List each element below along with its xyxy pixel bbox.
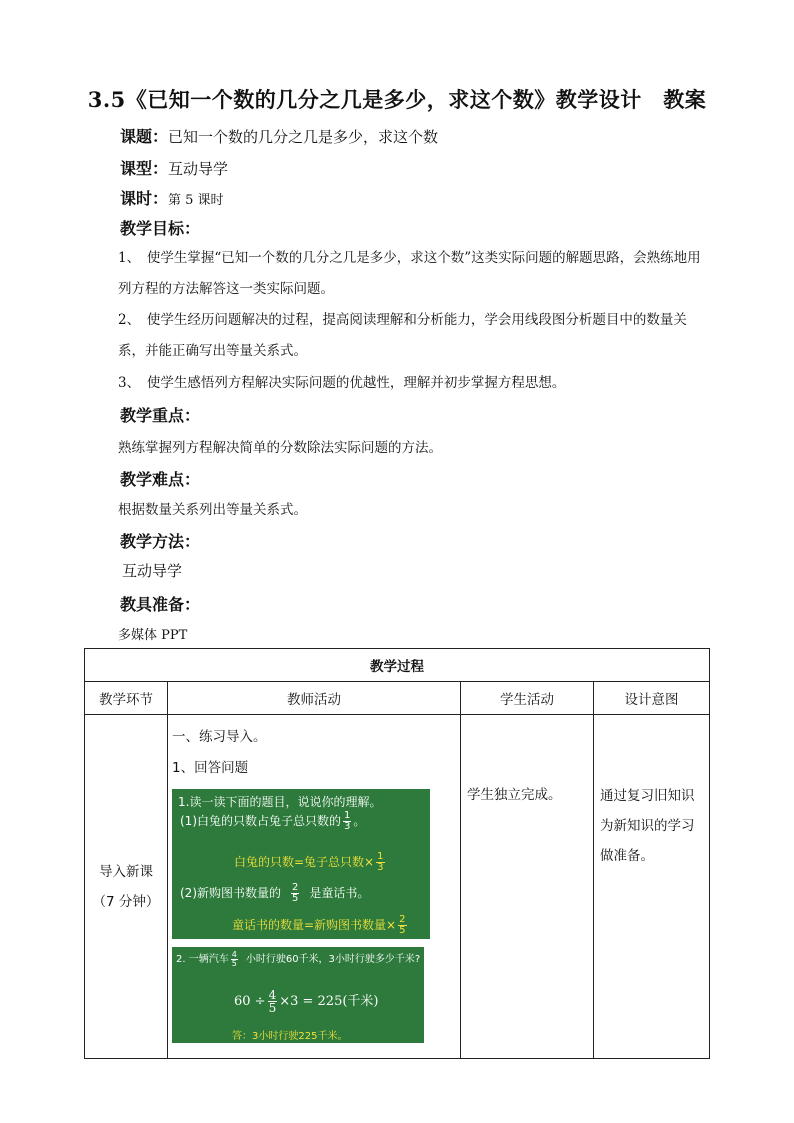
slide2-calculation: 60 ÷ $\frac{4}{5}$ ×3 = 225(千米) (234, 988, 379, 1015)
hours-line (120, 186, 224, 209)
hours-value: 第 5 课时 (168, 193, 224, 208)
difficulty-heading: 教学难点： (120, 470, 201, 489)
teacher-line: 一、练习导入。 (172, 729, 267, 745)
col-header: 教学环节 (85, 682, 168, 715)
ppt-slide-2 (172, 947, 424, 1043)
objective-item: 2、 使学生经历问题解决的过程，提高阅读理解和分析能力，学会用线段图分析题目中的数量关系，并能正确写出等量关系式。 (118, 312, 687, 359)
slide1-q2: (2)新购图书数量的 $\frac{2}{5}$ 是童话书。 (180, 882, 370, 904)
col-header: 学生活动 (461, 682, 594, 715)
key-point-heading: 教学重点： (120, 406, 201, 425)
slide1-eq2: 童话书的数量=新购图书数量× $\frac{2}{5}$ (232, 914, 406, 936)
intent-cell (594, 715, 710, 1059)
teaching-process-table (84, 648, 710, 1059)
fraction: $\frac{4}{5}$ (231, 949, 237, 968)
slide1-q1: (1)白兔的只数占兔子总只数的 $\frac{1}{3}$ 。 (180, 810, 366, 832)
slide2-question: 2. 一辆汽车 $\frac{4}{5}$ 小时行驶60千米，3小时行驶多少千米? (176, 949, 421, 968)
stage-cell (85, 715, 168, 1059)
method-heading: 教学方法： (120, 532, 201, 551)
teacher-line: 1、回答问题 (172, 760, 249, 776)
col-header: 教师活动 (168, 682, 461, 715)
document-title: 3.5《已知一个数的几分之几是多少，求这个数》教学设计 教案 (87, 87, 707, 112)
table-title: 教学过程 (85, 649, 710, 682)
objective-item: 3、 使学生感悟列方程解决实际问题的优越性，理解并初步掌握方程思想。 (118, 375, 566, 391)
topic-line (120, 124, 438, 147)
design-intent: 通过复习旧知识为新知识的学习做准备。 (600, 788, 695, 864)
objectives-heading: 教学目标： (120, 219, 201, 238)
slide1-eq1: 白兔的只数=兔子总只数× $\frac{1}{3}$ (234, 851, 384, 873)
ppt-slide-1 (172, 789, 430, 939)
objective-item: 1、 使学生掌握“已知一个数的几分之几是多少，求这个数”这类实际问题的解题思路，会熟练地用列方程的方法解答这一类实际问题。 (118, 250, 701, 297)
key-point-text: 熟练掌握列方程解决简单的分数除法实际问题的方法。 (118, 440, 442, 456)
topic-label: 课题： (120, 127, 169, 146)
table-row (85, 715, 710, 1059)
fraction: $\frac{2}{5}$ (292, 882, 299, 904)
fraction: $\frac{1}{3}$ (377, 851, 384, 873)
student-cell (461, 715, 594, 1059)
difficulty-text: 根据数量关系列出等量关系式。 (118, 502, 307, 518)
hours-label: 课时： (120, 189, 169, 208)
slide1-heading: 1.读一读下面的题目，说说你的理解。 (178, 795, 382, 809)
fraction: $\frac{2}{5}$ (399, 914, 406, 936)
type-line (120, 156, 228, 179)
col-header: 设计意图 (594, 682, 710, 715)
stage-duration: （7 分钟） (92, 893, 160, 910)
equipment-text: 多媒体 PPT (118, 628, 188, 643)
equipment-heading: 教具准备： (120, 595, 201, 614)
topic-value: 已知一个数的几分之几是多少，求这个数 (168, 128, 439, 146)
type-value: 互动导学 (168, 160, 229, 178)
stage-name: 导入新课 (99, 863, 153, 880)
slide2-answer: 答：3小时行驶225千米。 (232, 1031, 348, 1042)
method-text: 互动导学 (122, 562, 183, 580)
fraction: $\frac{1}{3}$ (344, 810, 351, 832)
teacher-cell (168, 715, 461, 1059)
type-label: 课型： (120, 159, 169, 178)
fraction: $\frac{4}{5}$ (268, 988, 277, 1015)
student-activity: 学生独立完成。 (467, 787, 562, 803)
